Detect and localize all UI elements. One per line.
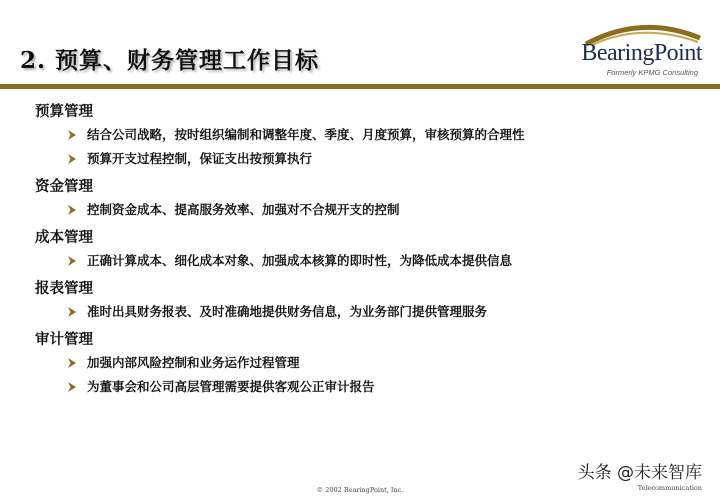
arrow-right-icon (67, 255, 77, 267)
bullet-text: 正确计算成本、细化成本对象、加强成本核算的即时性，为降低成本提供信息 (87, 253, 513, 268)
bearingpoint-logo (562, 18, 702, 82)
section-heading: 报表管理 (35, 280, 93, 297)
arrow-right-icon (67, 357, 77, 369)
section (35, 226, 695, 269)
bullet-item (67, 127, 695, 143)
arrow-right-icon (67, 129, 77, 141)
bullet-item (67, 151, 695, 167)
arrow-right-icon (67, 153, 77, 165)
content-area (35, 100, 695, 403)
logo-name: BearingPoint (581, 40, 702, 66)
section-heading: 审计管理 (35, 331, 93, 348)
slide-title: 2. 预算、财务管理工作目标 (20, 47, 320, 74)
bullet-text: 加强内部风险控制和业务运作过程管理 (87, 355, 300, 370)
bullet-text: 控制资金成本、提高服务效率、加强对不合规开支的控制 (87, 202, 400, 217)
bullet-item (67, 355, 695, 371)
watermark: 头条 @未来智库 (577, 463, 702, 483)
section-heading: 资金管理 (35, 178, 93, 195)
section (35, 175, 695, 218)
title-rule (0, 84, 720, 89)
arrow-right-icon (67, 306, 77, 318)
section-heading: 成本管理 (35, 229, 93, 246)
copyright-footer: © 2002 BearingPoint, Inc. (316, 486, 404, 494)
bullet-text: 准时出具财务报表、及时准确地提供财务信息，为业务部门提供管理服务 (87, 304, 488, 319)
bullet-item (67, 304, 695, 320)
bullet-text: 为董事会和公司高层管理需要提供客观公正审计报告 (87, 379, 375, 394)
arrow-right-icon (67, 381, 77, 393)
bullet-item (67, 253, 695, 269)
corner-tag: Telecommunication (637, 484, 702, 492)
section-heading: 预算管理 (35, 103, 93, 120)
bullet-text: 预算开支过程控制，保证支出按预算执行 (87, 151, 313, 166)
arrow-right-icon (67, 204, 77, 216)
bullet-item (67, 379, 695, 395)
bullet-text: 结合公司战略，按时组织编制和调整年度、季度、月度预算，审核预算的合理性 (87, 127, 525, 142)
section (35, 277, 695, 320)
logo-subtitle: Formerly KPMG Consulting (606, 68, 698, 77)
bullet-item (67, 202, 695, 218)
section (35, 328, 695, 395)
section (35, 100, 695, 167)
